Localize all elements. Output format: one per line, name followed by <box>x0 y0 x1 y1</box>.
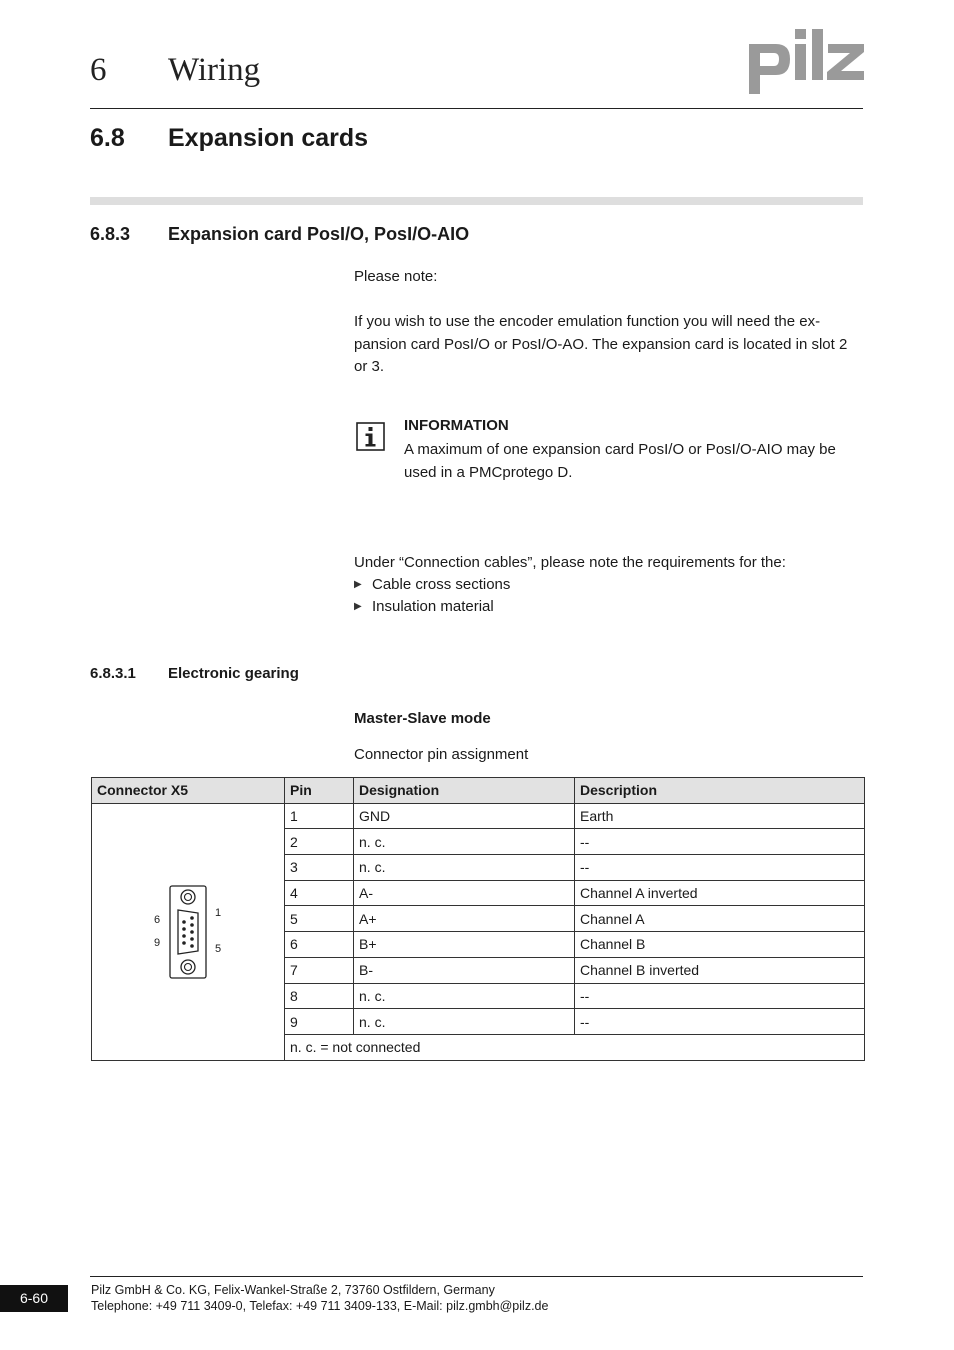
header-connector: Connector X5 <box>92 778 285 804</box>
pilz-logo <box>748 28 866 94</box>
designation-cell: B- <box>354 957 575 983</box>
requirements-intro: Under “Connection cables”, please note the requirements for the: <box>354 554 786 571</box>
table-row <box>92 803 865 829</box>
header-pin: Pin <box>285 778 354 804</box>
footer-rule <box>90 1276 863 1277</box>
pin-cell: 5 <box>285 906 354 932</box>
info-text: A maximum of one expansion card PosI/O or PosI/O-AIO may be used in a PMCprotego D. <box>404 441 836 481</box>
list-item: ▶ Cable cross sections <box>354 574 510 596</box>
connector-label-5: 5 <box>215 942 222 955</box>
mode-heading: Master-Slave mode <box>354 710 491 727</box>
description-cell: Channel B <box>575 932 865 958</box>
pin-assignment-table <box>91 777 865 1061</box>
pin-cell: 9 <box>285 1009 354 1035</box>
description-cell: -- <box>575 829 865 855</box>
designation-cell: A+ <box>354 906 575 932</box>
please-note-text: Please note: <box>354 268 438 285</box>
pin-cell: 2 <box>285 829 354 855</box>
designation-cell: n. c. <box>354 1009 575 1035</box>
list-item: ▶ Insulation material <box>354 596 494 618</box>
description-cell: Channel A <box>575 906 865 932</box>
page-number: 6-60 <box>0 1285 68 1312</box>
bullet-triangle-icon: ▶ <box>354 579 362 590</box>
section-title: Expansion cards <box>168 124 369 152</box>
pin-cell: 8 <box>285 983 354 1009</box>
subsubsection-number: 6.8.3.1 <box>90 665 136 682</box>
connector-label-9: 9 <box>154 936 161 949</box>
designation-cell: n. c. <box>354 829 575 855</box>
chapter-number: 6 <box>90 52 107 88</box>
pin-cell: 3 <box>285 855 354 881</box>
info-heading: INFORMATION <box>404 417 509 434</box>
sub-d-connector-icon <box>128 882 248 982</box>
chapter-title: Wiring <box>168 52 261 88</box>
description-cell: -- <box>575 855 865 881</box>
section-number: 6.8 <box>90 124 125 152</box>
description-cell: -- <box>575 983 865 1009</box>
connector-diagram-cell <box>92 803 285 1060</box>
table-footnote: n. c. = not connected <box>285 1034 865 1060</box>
pin-cell: 4 <box>285 880 354 906</box>
bullet-triangle-icon: ▶ <box>354 601 362 612</box>
subsection-title: Expansion card PosI/O, PosI/O-AIO <box>168 224 470 244</box>
pin-cell: 7 <box>285 957 354 983</box>
subsection-number: 6.8.3 <box>90 224 131 244</box>
description-cell: Channel B inverted <box>575 957 865 983</box>
designation-cell: B+ <box>354 932 575 958</box>
encoder-paragraph: If you wish to use the encoder emulation function you will need the ex-pansion card PosI/O or PosI/O-AO. The expansion card is located in slot 2 or 3. <box>354 313 848 375</box>
information-icon <box>356 422 385 451</box>
subsubsection-title: Electronic gearing <box>168 665 299 682</box>
section-divider <box>90 197 863 205</box>
description-cell: Earth <box>575 803 865 829</box>
description-cell: Channel A inverted <box>575 880 865 906</box>
footer-contact: Telephone: +49 711 3409-0, Telefax: +49 711 3409-133, E-Mail: pilz.gmbh@pilz.de <box>91 1299 549 1313</box>
connector-label-6: 6 <box>154 913 161 926</box>
header-rule <box>90 108 863 109</box>
pin-cell: 6 <box>285 932 354 958</box>
header-description: Description <box>575 778 865 804</box>
header-designation: Designation <box>354 778 575 804</box>
designation-cell: A- <box>354 880 575 906</box>
table-header-row <box>92 778 865 804</box>
footer-address: Pilz GmbH & Co. KG, Felix-Wankel-Straße 2, 73760 Ostfildern, Germany <box>91 1283 495 1297</box>
pin-cell: 1 <box>285 803 354 829</box>
designation-cell: n. c. <box>354 983 575 1009</box>
designation-cell: GND <box>354 803 575 829</box>
description-cell: -- <box>575 1009 865 1035</box>
designation-cell: n. c. <box>354 855 575 881</box>
connector-label-1: 1 <box>215 906 222 919</box>
table-caption: Connector pin assignment <box>354 746 529 763</box>
